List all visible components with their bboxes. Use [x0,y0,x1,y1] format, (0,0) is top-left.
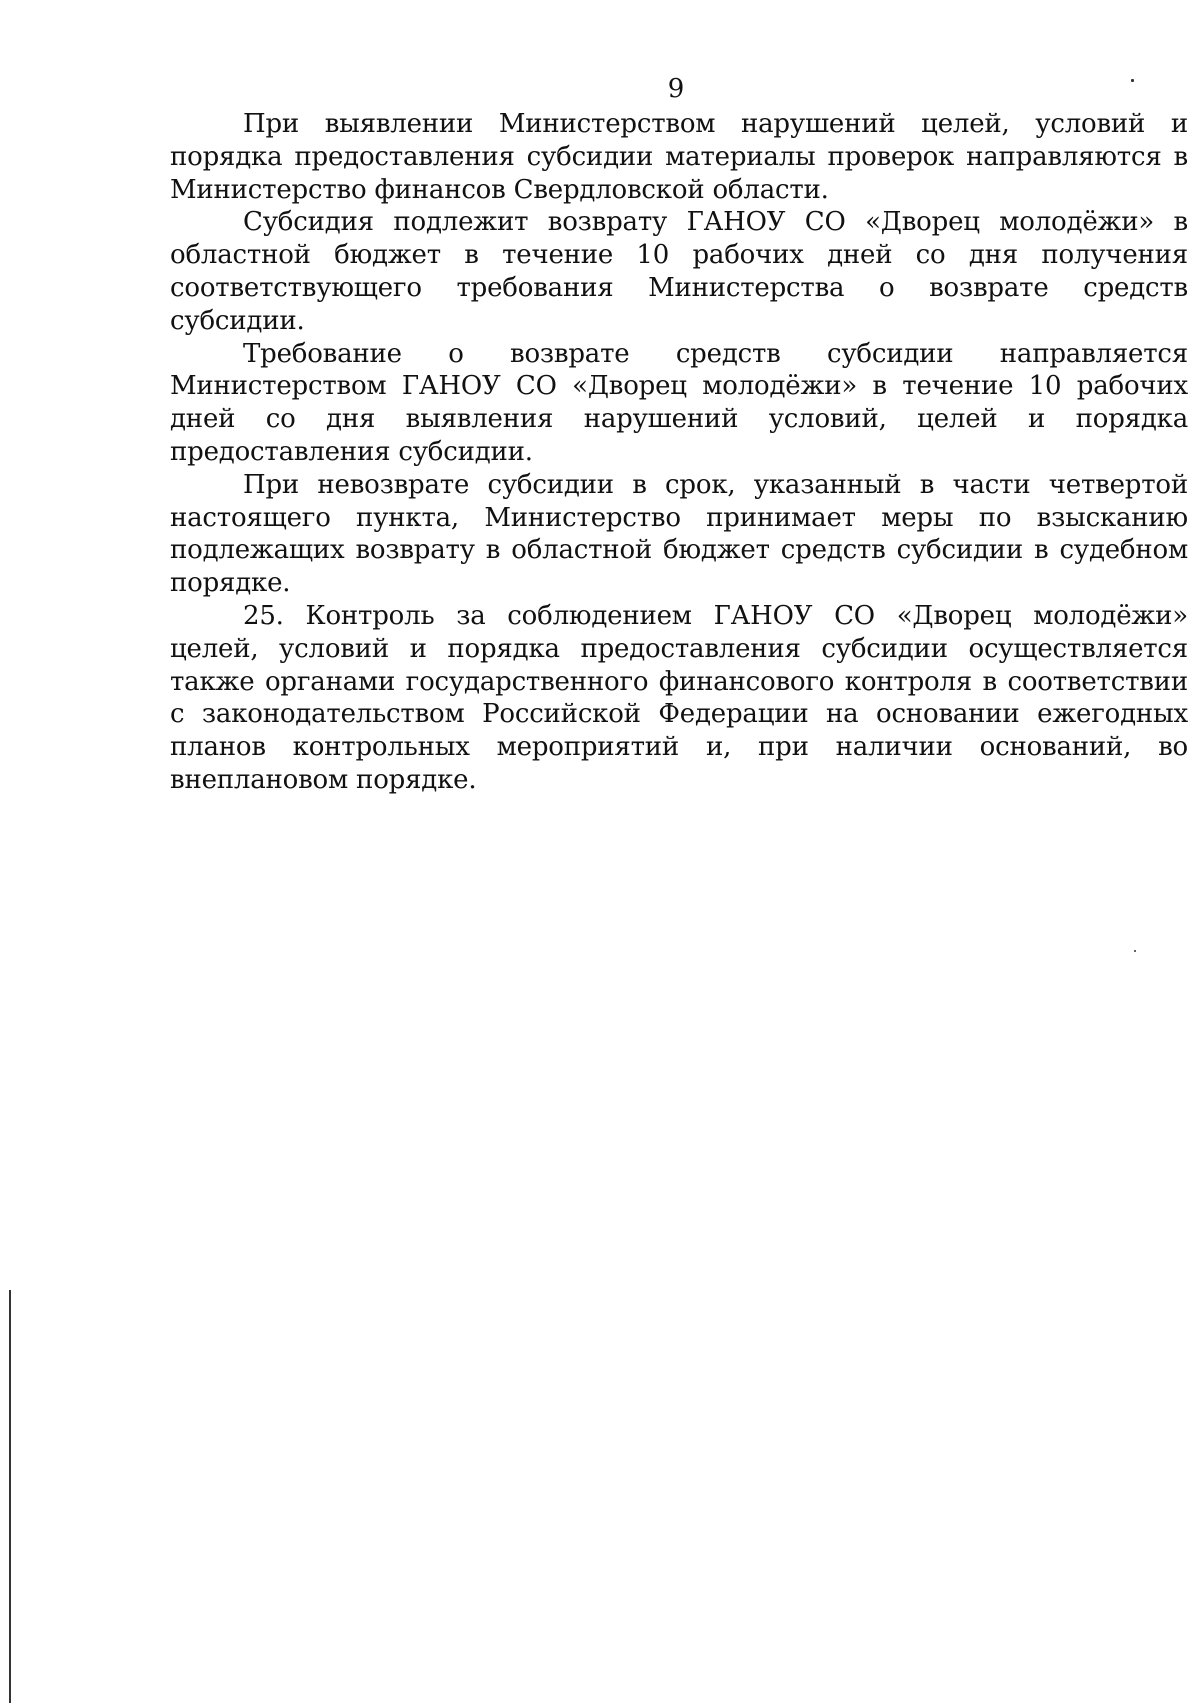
paragraph-non-return-measures: При невозврате субсидии в срок, указанный в части четвертой настоящего пункта, Министерство принимает меры по взысканию подлежащих возврату в областной бюджет средств субсидии в судебном порядке. [170,469,1188,599]
paragraph-item-25-control: 25. Контроль за соблюдением ГАНОУ СО «Дворец молодёжи» целей, условий и порядка предоставления субсидии осуществляется также органами государственного финансового контроля в соответствии с законодательством Российской Федерации на основании ежегодных планов контрольных мероприятий и, при наличии оснований, во внеплановом порядке. [170,600,1188,795]
page-number: 9 [667,74,685,104]
scan-edge-line [9,1290,11,1703]
paragraph-violations-report: При выявлении Министерством нарушений целей, условий и порядка предоставления субсидии материалы проверок направляются в Министерство финансов Свердловской области. [170,109,1188,205]
paragraph-subsidy-return: Субсидия подлежит возврату ГАНОУ СО «Дворец молодёжи» в областной бюджет в течение 10 рабочих дней со дня получения соответствующего требования Министерства о возврате средств субсидии. [170,207,1188,336]
scan-speck [1134,950,1136,952]
scan-speck [1131,79,1134,82]
paragraph-return-demand: Требование о возврате средств субсидии направляется Министерством ГАНОУ СО «Дворец молодёжи» в течение 10 рабочих дней со дня выявления нарушений условий, целей и порядка предоставления субсидии. [170,338,1188,467]
document-body [170,108,1188,797]
